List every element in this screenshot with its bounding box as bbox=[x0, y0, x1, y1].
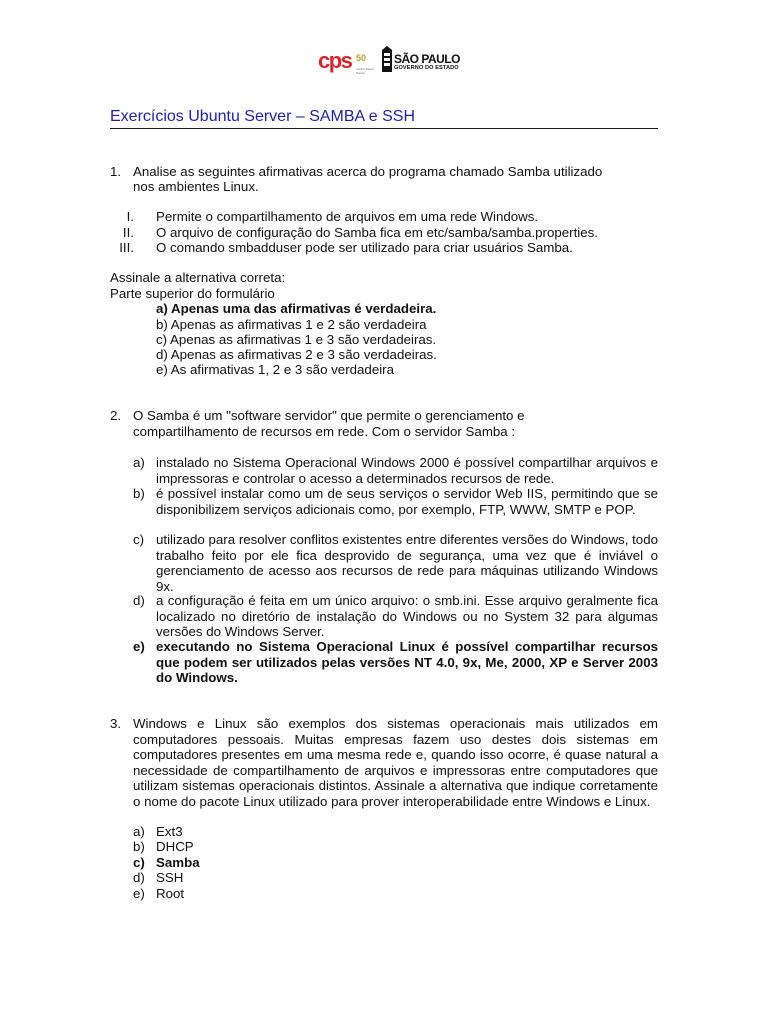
q3-option-c: Samba bbox=[156, 855, 200, 870]
q1-statement-numeral: III. bbox=[119, 240, 134, 255]
q3-option-letter: c) bbox=[133, 855, 145, 870]
q3-number: 3. bbox=[110, 716, 122, 731]
sao-paulo-subtitle: GOVERNO DO ESTADO bbox=[394, 65, 459, 71]
q2-option-letter: b) bbox=[133, 486, 145, 501]
q3-option-letter: b) bbox=[133, 839, 145, 854]
q1-statement-numeral: I. bbox=[126, 209, 134, 224]
q2-text-line-2: compartilhamento de recursos em rede. Com o servidor Samba : bbox=[133, 424, 516, 439]
q3-option-letter: d) bbox=[133, 870, 145, 885]
q3-option-letter: e) bbox=[133, 886, 145, 901]
form-top-note: Parte superior do formulário bbox=[110, 286, 275, 301]
q2-option-letter: e) bbox=[133, 639, 145, 654]
q3-option-e: Root bbox=[156, 886, 185, 901]
q2-option-letter: d) bbox=[133, 593, 145, 608]
q3-option-b: DHCP bbox=[156, 839, 194, 854]
q3-option-letter: a) bbox=[133, 824, 145, 839]
q2-option-letter: a) bbox=[133, 455, 145, 470]
q3-text: Windows e Linux são exemplos dos sistemas operacionais mais utilizados em computadores pessoais. Muitas empresas fazem uso destes dois sistemas em computadores presentes em uma mesma rede e, quando isso ocorre, é quase natural a necessidade de compartilhamento de arquivos e impressoras entre computadores que utilizam sistemas operacionais distintos. Assinale a alternativa que indique corretamente o nome do pacote Linux utilizado para prover interoperabilidade entre Windows e Linux. bbox=[133, 716, 658, 809]
sao-paulo-emblem-icon bbox=[380, 46, 394, 76]
q1-option-e: e) As afirmativas 1, 2 e 3 são verdadeira bbox=[156, 362, 394, 377]
q1-option-c: c) Apenas as afirmativas 1 e 3 são verdadeiras. bbox=[156, 332, 437, 347]
sao-paulo-logo bbox=[380, 44, 468, 78]
cps-tagline: Centro Paula Souza bbox=[356, 67, 374, 75]
q2-option-c: utilizado para resolver conflitos existentes entre diferentes versões do Windows, todo trabalho feito por ele fica desprovido de segurança, uma vez que é inviável o gerenciamento de acesso aos recursos de rede para máquinas utilizando Windows 9x. bbox=[156, 532, 658, 594]
q3-option-a: Ext3 bbox=[156, 824, 183, 839]
q2-option-b: é possível instalar como um de seus serviços o servidor Web IIS, permitindo que se disponibilizem serviços adicionais como, por exemplo, FTP, WWW, SMTP e POP. bbox=[156, 486, 658, 517]
q1-text-line-1: Analise as seguintes afirmativas acerca do programa chamado Samba utilizado bbox=[133, 164, 603, 179]
page-title: Exercícios Ubuntu Server – SAMBA e SSH bbox=[110, 108, 416, 125]
q2-text-line-1: O Samba é um "software servidor" que permite o gerenciamento e bbox=[133, 408, 525, 423]
q1-number: 1. bbox=[110, 164, 122, 179]
q1-statement-text: Permite o compartilhamento de arquivos em uma rede Windows. bbox=[156, 209, 539, 224]
q1-statement-text: O comando smbadduser pode ser utilizado para criar usuários Samba. bbox=[156, 240, 573, 255]
q1-text-line-2: nos ambientes Linux. bbox=[133, 179, 259, 194]
cps-logo-text: cps bbox=[318, 48, 352, 73]
q1-statement-numeral: II. bbox=[122, 225, 134, 240]
cps-anniversary: 50 bbox=[356, 53, 367, 63]
sao-paulo-name: SÃO PAULO bbox=[394, 52, 460, 66]
q1-option-b: b) Apenas as afirmativas 1 e 2 são verdadeira bbox=[156, 317, 427, 332]
q2-option-d: a configuração é feita em um único arquivo: o smb.ini. Esse arquivo geralmente fica localizado no diretório de instalação do Windows ou no System 32 para algumas versões do Windows Server. bbox=[156, 593, 658, 639]
q1-option-a: a) Apenas uma das afirmativas é verdadeira. bbox=[156, 301, 437, 316]
q3-option-d: SSH bbox=[156, 870, 184, 885]
q1-prompt: Assinale a alternativa correta: bbox=[110, 270, 286, 285]
q2-option-e: executando no Sistema Operacional Linux é possível compartilhar recursos que podem ser utilizados pelas versões NT 4.0, 9x, Me, 2000, XP e Server 2003 do Windows. bbox=[156, 639, 658, 685]
q2-number: 2. bbox=[110, 408, 122, 423]
q1-statement-text: O arquivo de configuração do Samba fica em etc/samba/samba.properties. bbox=[156, 225, 598, 240]
q2-option-letter: c) bbox=[133, 532, 145, 547]
q2-option-a: instalado no Sistema Operacional Windows 2000 é possível compartilhar arquivos e impressoras e controlar o acesso a determinados recursos de rede. bbox=[156, 455, 658, 486]
header-logos bbox=[318, 44, 468, 80]
q1-option-d: d) Apenas as afirmativas 2 e 3 são verdadeiras. bbox=[156, 347, 437, 362]
title-underline bbox=[110, 128, 658, 129]
